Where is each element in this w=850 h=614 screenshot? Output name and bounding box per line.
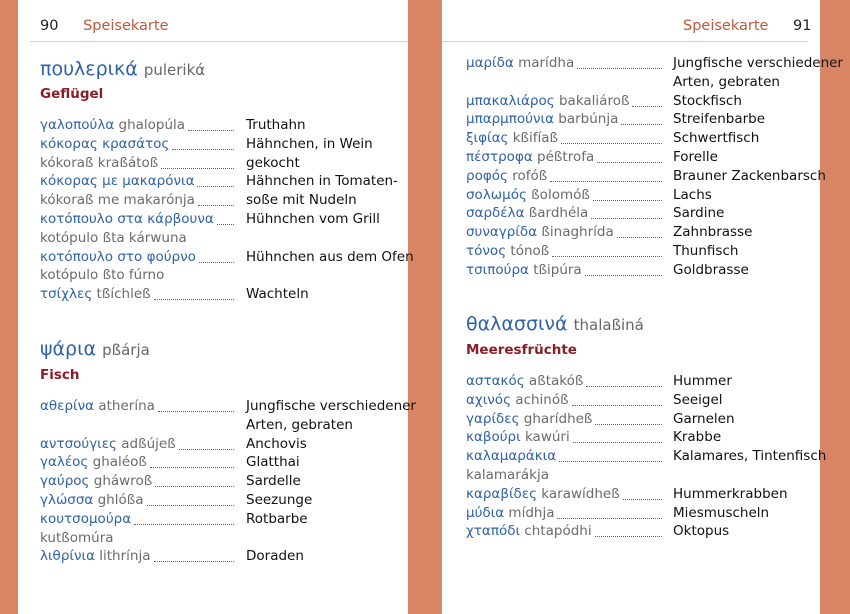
transliteration: kotópulo ßto fúrno xyxy=(40,267,165,284)
german-translation: Hähnchen, in Wein xyxy=(246,135,373,152)
header-divider xyxy=(30,41,408,42)
entry-row xyxy=(466,242,850,261)
german-translation: Hühnchen vom Grill xyxy=(246,211,380,227)
leader-dots xyxy=(179,449,234,450)
transliteration: ßolomóß xyxy=(526,186,590,203)
entry-term xyxy=(466,428,570,447)
entry-row xyxy=(466,129,850,148)
entry-term xyxy=(40,285,151,304)
entry-term xyxy=(466,54,574,73)
greek-term: ροφός xyxy=(466,167,508,184)
section-greek-title: θαλασσινά xyxy=(466,313,568,335)
transliteration: achinóß xyxy=(511,391,569,408)
german-translation: Glatthai xyxy=(246,454,300,471)
entry-term xyxy=(40,191,195,210)
transliteration: ßinaghrída xyxy=(537,224,614,241)
greek-term: κουτσομούρα xyxy=(40,510,132,527)
entry-row xyxy=(466,466,850,485)
entry-row xyxy=(40,472,426,491)
transliteration: gharídheß xyxy=(519,410,593,427)
german-translation: Brauner Zackenbarsch xyxy=(673,167,826,184)
leader-dots xyxy=(597,162,662,163)
greek-term: γαλέος xyxy=(40,454,89,471)
section-transliteration: pulerikά xyxy=(143,61,206,79)
transliteration: péßtrofa xyxy=(532,149,595,165)
greek-term: ξιφίας xyxy=(466,130,509,147)
greek-term: καραβίδες xyxy=(466,485,537,502)
german-translation: Goldbrasse xyxy=(673,261,749,278)
entry-term xyxy=(40,229,187,248)
entry-row xyxy=(466,167,850,186)
entry-term xyxy=(466,204,588,223)
entry-row xyxy=(466,428,850,447)
page-number: 90 xyxy=(40,18,59,34)
german-translation: Jungfische verschiedener xyxy=(246,398,416,414)
entry-row xyxy=(40,491,426,510)
leader-dots xyxy=(147,505,235,506)
entry-row xyxy=(466,391,850,410)
leader-dots xyxy=(621,124,662,125)
transliteration: bakaliároß xyxy=(554,92,630,109)
entry-row xyxy=(466,485,850,504)
leader-dots xyxy=(199,262,234,263)
entry-row xyxy=(466,504,850,523)
leader-dots xyxy=(593,200,662,201)
greek-term: τόνος xyxy=(466,243,507,259)
leader-dots xyxy=(217,224,234,225)
entry-term xyxy=(40,547,151,566)
german-translation: Wachteln xyxy=(246,286,309,303)
entry-term xyxy=(466,410,592,429)
german-translation: Arten, gebraten xyxy=(246,416,353,433)
entry-term xyxy=(40,154,158,173)
entry-term xyxy=(466,242,549,261)
entry-term xyxy=(40,116,185,135)
entry-row xyxy=(40,210,426,229)
section-title-poultry xyxy=(40,58,205,80)
entry-term xyxy=(466,110,618,129)
transliteration: aßtakóß xyxy=(524,373,584,389)
greek-term: λιθρίνια xyxy=(40,548,95,565)
german-translation: Sardelle xyxy=(246,473,301,490)
entry-row xyxy=(40,435,426,454)
leader-dots xyxy=(550,181,662,182)
entry-term xyxy=(466,522,592,541)
german-translation: Garnelen xyxy=(673,410,735,427)
left-header xyxy=(40,18,169,34)
german-translation: Anchovis xyxy=(246,435,307,452)
leader-dots xyxy=(172,149,234,150)
section-german-title: Meeresfrüchte xyxy=(466,342,577,358)
section-transliteration: pßárja xyxy=(102,341,150,359)
german-translation: Doraden xyxy=(246,548,304,565)
leader-dots xyxy=(188,130,234,131)
leader-dots xyxy=(617,237,662,238)
entry-term xyxy=(40,248,196,267)
transliteration: kotópulo ßta kárwuna xyxy=(40,229,187,246)
entry-row xyxy=(40,116,426,135)
transliteration: lithrínja xyxy=(94,548,151,565)
entry-term xyxy=(466,485,620,504)
section-german-title: Fisch xyxy=(40,367,80,383)
section-greek-title: ψάρια xyxy=(40,338,97,360)
greek-term: σαρδέλα xyxy=(466,205,525,222)
entry-row xyxy=(466,186,850,205)
greek-term: μαρίδα xyxy=(466,55,514,71)
section-greek-title: πουλερικά xyxy=(40,58,138,80)
entry-term xyxy=(40,510,131,529)
transliteration: tßíchleß xyxy=(92,286,151,303)
greek-term: γαρίδες xyxy=(466,410,520,427)
german-translation: Zahnbrasse xyxy=(673,224,753,241)
greek-term: πέστροφα xyxy=(466,149,533,165)
entry-term xyxy=(466,167,547,186)
entry-row xyxy=(466,73,850,92)
german-translation: Hummerkrabben xyxy=(673,485,788,502)
entry-term xyxy=(40,397,155,416)
transliteration: adßújeß xyxy=(116,435,176,452)
german-translation: Hühnchen aus dem Ofen xyxy=(246,248,414,265)
german-translation: Stockfisch xyxy=(673,92,742,109)
greek-term: μύδια xyxy=(466,504,505,521)
leader-dots xyxy=(577,68,662,69)
greek-term: κοτόπουλο στο φούρνο xyxy=(40,248,196,265)
leader-dots xyxy=(161,168,234,169)
entry-row xyxy=(40,172,426,191)
german-translation: Lachs xyxy=(673,186,712,203)
entry-row xyxy=(40,285,426,304)
german-translation: Forelle xyxy=(673,149,718,165)
entry-row xyxy=(40,510,426,529)
leader-dots xyxy=(150,467,234,468)
entry-row xyxy=(40,266,426,285)
greek-term: κοτόπουλο στα κάρβουνα xyxy=(40,211,214,227)
transliteration: tßipúra xyxy=(528,261,582,278)
german-translation: Streifenbarbe xyxy=(673,111,766,128)
greek-term: αθερίνα xyxy=(40,398,95,414)
greek-term: κόκορας κρασάτος xyxy=(40,135,170,152)
german-translation: Schwertfisch xyxy=(673,130,760,147)
leader-dots xyxy=(572,405,662,406)
greek-term: αστακός xyxy=(466,373,525,389)
entry-row xyxy=(466,447,850,466)
entry-term xyxy=(466,148,594,167)
leader-dots xyxy=(155,486,234,487)
entry-row xyxy=(466,261,850,280)
section-title-seafood xyxy=(466,313,644,335)
german-translation: soße mit Nudeln xyxy=(246,192,357,209)
entry-row xyxy=(466,410,850,429)
entry-row xyxy=(466,223,850,242)
greek-term: γαύρος xyxy=(40,473,90,490)
german-translation: Seezunge xyxy=(246,492,313,508)
entry-row xyxy=(466,54,850,73)
german-translation: Hummer xyxy=(673,373,732,389)
entry-term xyxy=(40,435,176,454)
entry-term xyxy=(40,472,152,491)
transliteration: ghlóßa xyxy=(93,492,144,508)
entry-row xyxy=(466,372,850,391)
transliteration: atherína xyxy=(94,398,155,414)
german-translation: Jungfische verschiedener xyxy=(673,55,843,71)
entry-term xyxy=(466,372,583,391)
entry-row xyxy=(40,547,426,566)
leader-dots xyxy=(197,186,234,187)
german-translation: Krabbe xyxy=(673,429,722,446)
transliteration: barbúnja xyxy=(553,111,619,128)
leader-dots xyxy=(595,424,662,425)
running-title: Speisekarte xyxy=(83,18,169,34)
leader-dots xyxy=(552,256,662,257)
entry-term xyxy=(466,466,549,485)
german-translation: Seeigel xyxy=(673,391,723,408)
entry-term xyxy=(40,172,194,191)
german-translation: Arten, gebraten xyxy=(673,73,780,90)
greek-term: συναγρίδα xyxy=(466,224,538,241)
entry-row xyxy=(466,148,850,167)
leader-dots xyxy=(134,524,234,525)
transliteration: mídhja xyxy=(504,504,555,521)
german-translation: Oktopus xyxy=(673,523,730,540)
german-translation: Kalamares, Tintenfisch xyxy=(673,448,827,465)
entry-term xyxy=(40,210,214,229)
greek-term: γαλοπούλα xyxy=(40,117,115,133)
transliteration: kutßomúra xyxy=(40,529,114,546)
transliteration: karawídheß xyxy=(537,485,620,502)
entry-row xyxy=(40,248,426,267)
leader-dots xyxy=(557,518,662,519)
transliteration: kalamarákja xyxy=(466,467,549,483)
transliteration: gháwroß xyxy=(89,473,153,490)
greek-term: μπαρμπούνια xyxy=(466,111,554,128)
entry-row xyxy=(40,229,426,248)
leader-dots xyxy=(585,275,662,276)
german-translation: gekocht xyxy=(246,154,300,171)
entry-term xyxy=(466,223,614,242)
transliteration: kßifíaß xyxy=(508,130,559,147)
greek-term: μπακαλιάρος xyxy=(466,92,555,109)
greek-term: καλαμαράκια xyxy=(466,448,557,465)
greek-term: αντσούγιες xyxy=(40,435,117,452)
leader-dots xyxy=(559,461,662,462)
entry-term xyxy=(466,504,554,523)
greek-term: αχινός xyxy=(466,391,511,408)
entry-term xyxy=(466,129,558,148)
leader-dots xyxy=(591,218,662,219)
entry-row xyxy=(466,92,850,111)
entry-row xyxy=(40,416,426,435)
leader-dots xyxy=(573,442,662,443)
leader-dots xyxy=(586,386,662,387)
german-translation: Thunfisch xyxy=(673,243,739,259)
right-page xyxy=(442,0,843,614)
entry-term xyxy=(40,266,164,285)
transliteration: ghaléoß xyxy=(88,454,147,471)
german-translation: Sardine xyxy=(673,205,725,222)
leader-dots xyxy=(623,499,662,500)
header-divider xyxy=(442,41,808,42)
transliteration: ßardhéla xyxy=(524,205,589,222)
entry-term xyxy=(466,261,582,280)
leader-dots xyxy=(198,205,234,206)
entry-row xyxy=(466,110,850,129)
entry-term xyxy=(466,447,556,466)
entry-row xyxy=(40,154,426,173)
greek-term: καβούρι xyxy=(466,429,521,446)
transliteration: ghalopúla xyxy=(114,117,186,133)
german-translation: Rotbarbe xyxy=(246,510,308,527)
transliteration: kawúri xyxy=(520,429,570,446)
transliteration: chtapódhi xyxy=(520,523,592,540)
entry-row xyxy=(40,397,426,416)
entry-row xyxy=(466,204,850,223)
entry-term xyxy=(466,186,590,205)
entry-term xyxy=(466,92,629,111)
page-number: 91 xyxy=(793,18,812,34)
leader-dots xyxy=(154,299,234,300)
leader-dots xyxy=(595,536,662,537)
entry-row xyxy=(40,135,426,154)
leader-dots xyxy=(632,106,662,107)
entry-term xyxy=(40,135,169,154)
right-header xyxy=(683,18,812,34)
greek-term: κόκορας με μακαρόνια xyxy=(40,173,195,190)
german-translation: Miesmuscheln xyxy=(673,504,770,521)
transliteration: kókoraß kraßátoß xyxy=(40,154,159,171)
transliteration: kókoraß me makarónja xyxy=(40,192,195,209)
leader-dots xyxy=(158,411,234,412)
section-transliteration: thalaßiná xyxy=(573,316,644,334)
greek-term: τσίχλες xyxy=(40,286,93,303)
leader-dots xyxy=(154,561,235,562)
entry-row xyxy=(40,529,426,548)
german-translation: Hähnchen in Tomaten- xyxy=(246,173,398,190)
transliteration: rofóß xyxy=(507,167,548,184)
entry-term xyxy=(40,529,114,548)
left-page xyxy=(18,0,416,614)
entry-term xyxy=(466,391,569,410)
entry-term xyxy=(40,453,147,472)
entry-row xyxy=(466,522,850,541)
greek-term: χταπόδι xyxy=(466,523,521,540)
entry-row xyxy=(40,453,426,472)
greek-term: σολωμός xyxy=(466,186,527,203)
running-title: Speisekarte xyxy=(683,18,769,34)
greek-term: γλώσσα xyxy=(40,492,94,508)
greek-term: τσιπούρα xyxy=(466,261,529,278)
section-title-fish xyxy=(40,338,150,360)
transliteration: marídha xyxy=(513,55,575,71)
german-translation: Truthahn xyxy=(246,117,306,133)
entry-term xyxy=(40,491,144,510)
transliteration: tónoß xyxy=(506,243,550,259)
leader-dots xyxy=(561,143,662,144)
entry-row xyxy=(40,191,426,210)
section-german-title: Geflügel xyxy=(40,86,104,102)
